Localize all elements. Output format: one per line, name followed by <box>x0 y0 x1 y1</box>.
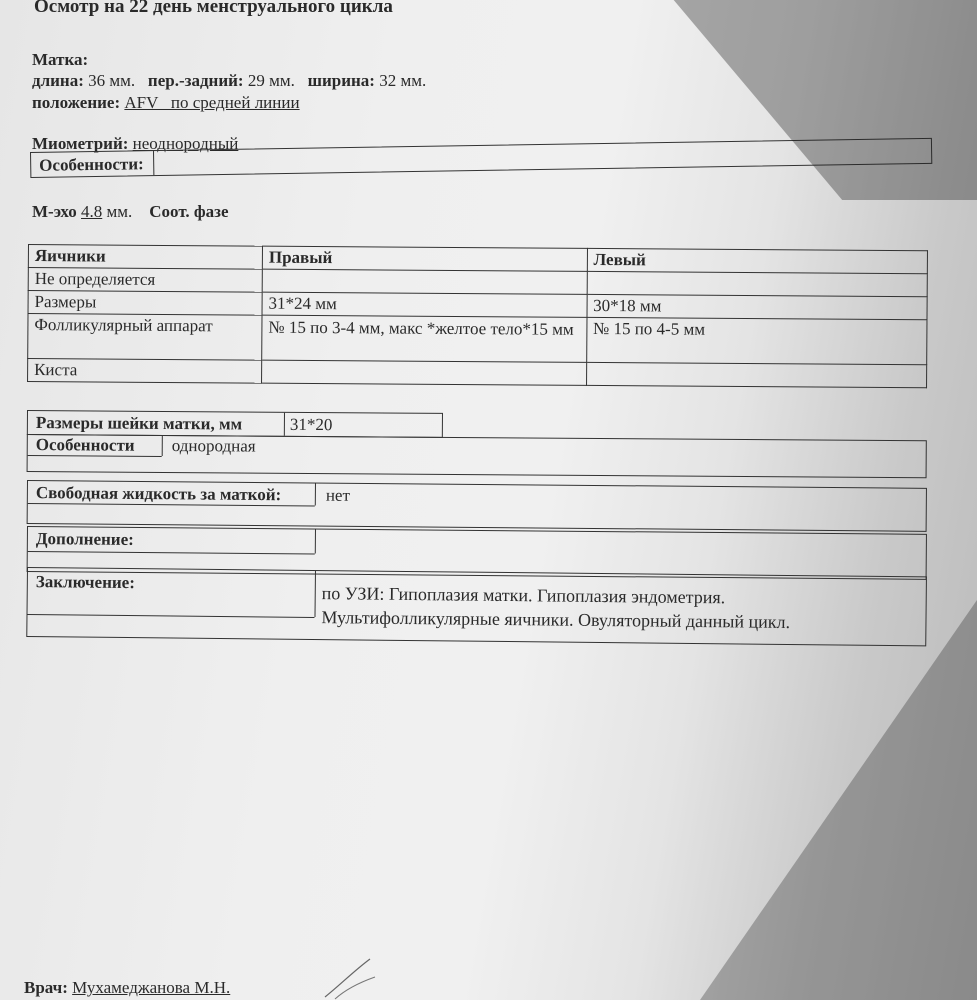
m-echo-row <box>32 202 229 222</box>
left-ovary-cell <box>587 271 928 296</box>
addition-label: Дополнение: <box>35 529 134 549</box>
myometrium-label: Миометрий: <box>32 134 129 153</box>
cervix-features-box <box>27 434 927 478</box>
ovaries-table-wrap <box>27 244 928 400</box>
conclusion-label: Заключение: <box>35 572 136 593</box>
uterus-length-row <box>32 71 426 91</box>
m-echo-value: 4.8 <box>81 202 103 221</box>
cervix-size-label: Размеры шейки матки, мм <box>35 413 243 434</box>
uterus-width-unit: мм. <box>400 71 427 90</box>
cervix-features-label: Особенности <box>35 435 135 455</box>
uterus-position-value: AFV по средней линии <box>124 93 300 112</box>
uterus-ap-unit: мм. <box>269 71 295 90</box>
row-label: Размеры <box>28 291 262 316</box>
left-ovary-header: Левый <box>587 248 928 273</box>
row-label: Не определяется <box>28 268 262 293</box>
report-title: Осмотр на 22 день менструального цикла <box>34 0 393 17</box>
uterus-length-value: 36 <box>88 71 106 90</box>
left-ovary-cell <box>586 362 927 387</box>
cervix-features-value: однородная <box>171 436 256 456</box>
uterus-length-unit: мм. <box>109 71 136 90</box>
right-ovary-cell: 31*24 мм <box>262 292 587 317</box>
m-echo-unit: мм. <box>106 202 133 221</box>
conclusion-line-2: Мультифолликулярные яичники. Овуляторный данный цикл. <box>321 607 791 632</box>
right-ovary-cell <box>262 269 587 294</box>
divider <box>314 571 315 617</box>
divider <box>27 614 314 618</box>
cervix-size-value: 31*20 <box>289 414 333 435</box>
m-echo-phase: Соот. фазе <box>149 202 229 221</box>
uterus-position-row <box>32 93 300 113</box>
free-fluid-box <box>27 480 927 532</box>
conclusion-box <box>26 567 927 646</box>
right-ovary-header: Правый <box>262 246 587 271</box>
doctor-name: Мухамеджанова М.Н. <box>72 978 231 997</box>
ovaries-table <box>27 244 928 388</box>
divider <box>284 413 285 436</box>
ovaries-header: Яичники <box>28 245 262 270</box>
doctor-label: Врач: <box>24 978 68 997</box>
uterus-ap-label: пер.-задний: <box>147 71 244 90</box>
divider <box>162 436 163 456</box>
divider <box>28 455 162 457</box>
divider <box>315 530 316 554</box>
conclusion-line-1: по УЗИ: Гипоплазия матки. Гипоплазия эндометрия. <box>321 583 726 608</box>
uterus-width-value: 32 <box>379 71 397 90</box>
table-row <box>28 314 927 365</box>
free-fluid-value: нет <box>325 485 351 505</box>
divider <box>28 551 315 555</box>
row-label: Фолликулярный аппарат <box>28 314 262 361</box>
myometrium-features-label: Особенности: <box>39 154 144 175</box>
right-ovary-cell: № 15 по 3-4 мм, макс *желтое тело*15 мм <box>262 315 587 362</box>
uterus-ap-value: 29 <box>247 71 265 90</box>
left-ovary-cell: 30*18 мм <box>587 294 928 319</box>
doctor-row <box>24 978 230 998</box>
signature-mark <box>320 955 380 1000</box>
row-label: Киста <box>28 359 262 384</box>
myometrium-value: неоднородный <box>132 134 239 153</box>
divider <box>315 484 316 506</box>
cervix-block <box>27 410 927 480</box>
table-row <box>28 359 927 388</box>
uterus-length-label: длина: <box>32 71 84 90</box>
divider <box>153 151 154 175</box>
left-ovary-cell: № 15 по 4-5 мм <box>586 317 927 364</box>
m-echo-label: М-эхо <box>32 202 77 221</box>
right-ovary-cell <box>262 360 587 385</box>
uterus-position-label: положение: <box>32 93 121 112</box>
uterus-heading: Матка: <box>32 50 89 69</box>
uterus-width-label: ширина: <box>307 71 375 90</box>
free-fluid-label: Свободная жидкость за маткой: <box>35 483 282 505</box>
